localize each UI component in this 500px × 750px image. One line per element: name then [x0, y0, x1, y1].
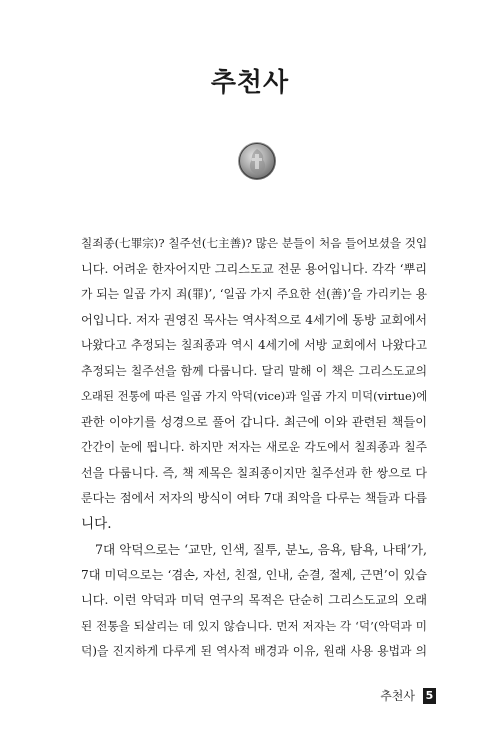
text-line: 룬다는 점에서 저자의 방식이 여타 7대 죄악을 다루는 책들과 다릅 — [81, 491, 427, 505]
medallion-icon — [238, 142, 276, 180]
text-line: 선을 다룹니다. 즉, 책 제목은 칠죄종이지만 칠주선과 한 쌍으로 다 — [81, 465, 427, 480]
text-line: 어입니다. 저자 권영진 목사는 역사적으로 4세기에 동방 교회에서 — [81, 312, 427, 327]
text-line: 나왔다고 추정되는 칠죄종과 역시 4세기에 서방 교회에서 나왔다고 — [81, 338, 427, 352]
paragraph — [81, 231, 427, 537]
text-line: 간간이 눈에 띕니다. 하지만 저자는 새로운 각도에서 칠죄종과 칠주 — [81, 440, 427, 454]
running-title: 추천사 — [380, 689, 415, 703]
text-line: 7대 악덕으로는 ‘교만, 인색, 질투, 분노, 음욕, 탐욕, 나태’가, — [95, 542, 427, 557]
paragraph — [81, 537, 427, 665]
page-title: 추천사 — [210, 68, 290, 98]
foreword-body — [81, 231, 427, 665]
text-line: 7대 미덕으로는 ‘겸손, 자선, 친절, 인내, 순결, 절제, 근면’이 있습 — [81, 567, 427, 582]
medallion-emblem-icon — [238, 142, 276, 180]
page-footer — [380, 687, 436, 704]
text-line: 니다. — [81, 515, 112, 532]
text-line: 니다. 이런 악덕과 미덕 연구의 목적은 단순히 그리스도교의 오래 — [81, 593, 427, 607]
text-line: 된 전통을 되살리는 데 있지 않습니다. 먼저 저자는 각 ‘덕’(악덕과 미 — [81, 618, 427, 633]
text-line: 덕)을 진지하게 다루게 된 역사적 배경과 이유, 원래 사용 용법과 의 — [81, 644, 427, 658]
text-line: 오래된 전통에 따른 일곱 가지 악덕(vice)과 일곱 가지 미덕(virtue)에 — [81, 389, 427, 403]
page-number: 5 — [423, 688, 436, 704]
text-line: 니다. 어려운 한자어지만 그리스도교 전문 용어입니다. 각각 ‘뿌리 — [81, 261, 427, 276]
text-line: 가 되는 일곱 가지 죄(罪)’, ‘일곱 가지 주요한 선(善)’을 가리키는 용 — [81, 287, 427, 301]
text-line: 관한 이야기를 성경으로 풀어 갑니다. 최근에 이와 관련된 책들이 — [81, 414, 427, 429]
text-line: 칠죄종(七罪宗)? 칠주선(七主善)? 많은 분들이 처음 들어보셨을 것입 — [81, 236, 427, 250]
text-line: 추정되는 칠주선을 함께 다룹니다. 달리 말해 이 책은 그리스도교의 — [81, 363, 427, 378]
